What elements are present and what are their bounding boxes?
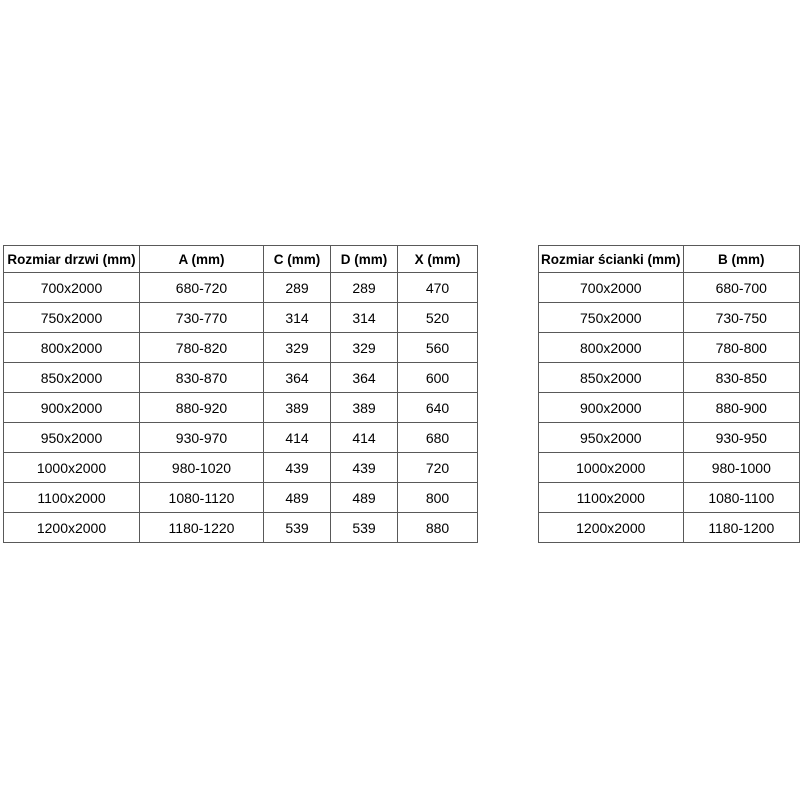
table-cell: 880-920 bbox=[140, 393, 264, 423]
table-cell: 800 bbox=[398, 483, 478, 513]
table-cell: 1000x2000 bbox=[539, 453, 684, 483]
table-row bbox=[539, 303, 800, 333]
table-cell: 439 bbox=[331, 453, 398, 483]
door-size-table bbox=[3, 245, 478, 543]
table-row bbox=[4, 363, 478, 393]
table-cell: 780-820 bbox=[140, 333, 264, 363]
table-cell: 314 bbox=[264, 303, 331, 333]
table-cell: 750x2000 bbox=[4, 303, 140, 333]
table-cell: 439 bbox=[264, 453, 331, 483]
header-row bbox=[4, 246, 478, 273]
table-cell: 1000x2000 bbox=[4, 453, 140, 483]
table-cell: 750x2000 bbox=[539, 303, 684, 333]
table-cell: 900x2000 bbox=[539, 393, 684, 423]
wall-size-table bbox=[538, 245, 800, 543]
table-cell: 730-750 bbox=[683, 303, 799, 333]
table-row bbox=[4, 513, 478, 543]
table-row bbox=[539, 453, 800, 483]
table-cell: 414 bbox=[264, 423, 331, 453]
table-row bbox=[4, 303, 478, 333]
table-cell: 560 bbox=[398, 333, 478, 363]
table-cell: 980-1000 bbox=[683, 453, 799, 483]
table-row bbox=[4, 453, 478, 483]
table-cell: 289 bbox=[264, 273, 331, 303]
table-cell: 414 bbox=[331, 423, 398, 453]
table-row bbox=[539, 333, 800, 363]
table-cell: 1100x2000 bbox=[4, 483, 140, 513]
door-size-table-body bbox=[4, 273, 478, 543]
table-cell: 880-900 bbox=[683, 393, 799, 423]
table-cell: 640 bbox=[398, 393, 478, 423]
table-cell: 680 bbox=[398, 423, 478, 453]
table-cell: 720 bbox=[398, 453, 478, 483]
table-cell: 700x2000 bbox=[539, 273, 684, 303]
header-cell: A (mm) bbox=[140, 246, 264, 273]
table-cell: 329 bbox=[264, 333, 331, 363]
table-cell: 700x2000 bbox=[4, 273, 140, 303]
door-size-table-header bbox=[4, 246, 478, 273]
table-cell: 1180-1200 bbox=[683, 513, 799, 543]
table-row bbox=[539, 483, 800, 513]
table-cell: 900x2000 bbox=[4, 393, 140, 423]
table-cell: 1100x2000 bbox=[539, 483, 684, 513]
table-cell: 489 bbox=[331, 483, 398, 513]
table-row bbox=[539, 513, 800, 543]
table-cell: 800x2000 bbox=[539, 333, 684, 363]
table-row bbox=[4, 333, 478, 363]
header-cell: Rozmiar ścianki (mm) bbox=[539, 246, 684, 273]
table-cell: 800x2000 bbox=[4, 333, 140, 363]
table-cell: 314 bbox=[331, 303, 398, 333]
table-cell: 880 bbox=[398, 513, 478, 543]
table-cell: 364 bbox=[264, 363, 331, 393]
table-cell: 539 bbox=[264, 513, 331, 543]
table-cell: 364 bbox=[331, 363, 398, 393]
table-cell: 930-950 bbox=[683, 423, 799, 453]
header-cell: B (mm) bbox=[683, 246, 799, 273]
table-cell: 329 bbox=[331, 333, 398, 363]
table-row bbox=[539, 363, 800, 393]
table-cell: 780-800 bbox=[683, 333, 799, 363]
header-cell: D (mm) bbox=[331, 246, 398, 273]
table-row bbox=[4, 423, 478, 453]
table-cell: 600 bbox=[398, 363, 478, 393]
header-row bbox=[539, 246, 800, 273]
table-cell: 930-970 bbox=[140, 423, 264, 453]
table-cell: 950x2000 bbox=[539, 423, 684, 453]
table-cell: 1080-1120 bbox=[140, 483, 264, 513]
wall-size-table-body bbox=[539, 273, 800, 543]
table-cell: 1200x2000 bbox=[539, 513, 684, 543]
table-cell: 1200x2000 bbox=[4, 513, 140, 543]
table-row bbox=[539, 273, 800, 303]
table-row bbox=[4, 483, 478, 513]
table-cell: 680-720 bbox=[140, 273, 264, 303]
table-cell: 680-700 bbox=[683, 273, 799, 303]
table-cell: 539 bbox=[331, 513, 398, 543]
table-cell: 950x2000 bbox=[4, 423, 140, 453]
table-cell: 1180-1220 bbox=[140, 513, 264, 543]
header-cell: Rozmiar drzwi (mm) bbox=[4, 246, 140, 273]
table-cell: 470 bbox=[398, 273, 478, 303]
table-cell: 730-770 bbox=[140, 303, 264, 333]
table-cell: 850x2000 bbox=[4, 363, 140, 393]
table-cell: 850x2000 bbox=[539, 363, 684, 393]
table-cell: 389 bbox=[264, 393, 331, 423]
table-cell: 980-1020 bbox=[140, 453, 264, 483]
table-row bbox=[539, 423, 800, 453]
header-cell: X (mm) bbox=[398, 246, 478, 273]
table-cell: 520 bbox=[398, 303, 478, 333]
table-cell: 830-850 bbox=[683, 363, 799, 393]
table-row bbox=[4, 393, 478, 423]
table-cell: 289 bbox=[331, 273, 398, 303]
header-cell: C (mm) bbox=[264, 246, 331, 273]
table-cell: 389 bbox=[331, 393, 398, 423]
table-cell: 489 bbox=[264, 483, 331, 513]
table-row bbox=[4, 273, 478, 303]
table-cell: 1080-1100 bbox=[683, 483, 799, 513]
wall-size-table-header bbox=[539, 246, 800, 273]
table-cell: 830-870 bbox=[140, 363, 264, 393]
table-row bbox=[539, 393, 800, 423]
